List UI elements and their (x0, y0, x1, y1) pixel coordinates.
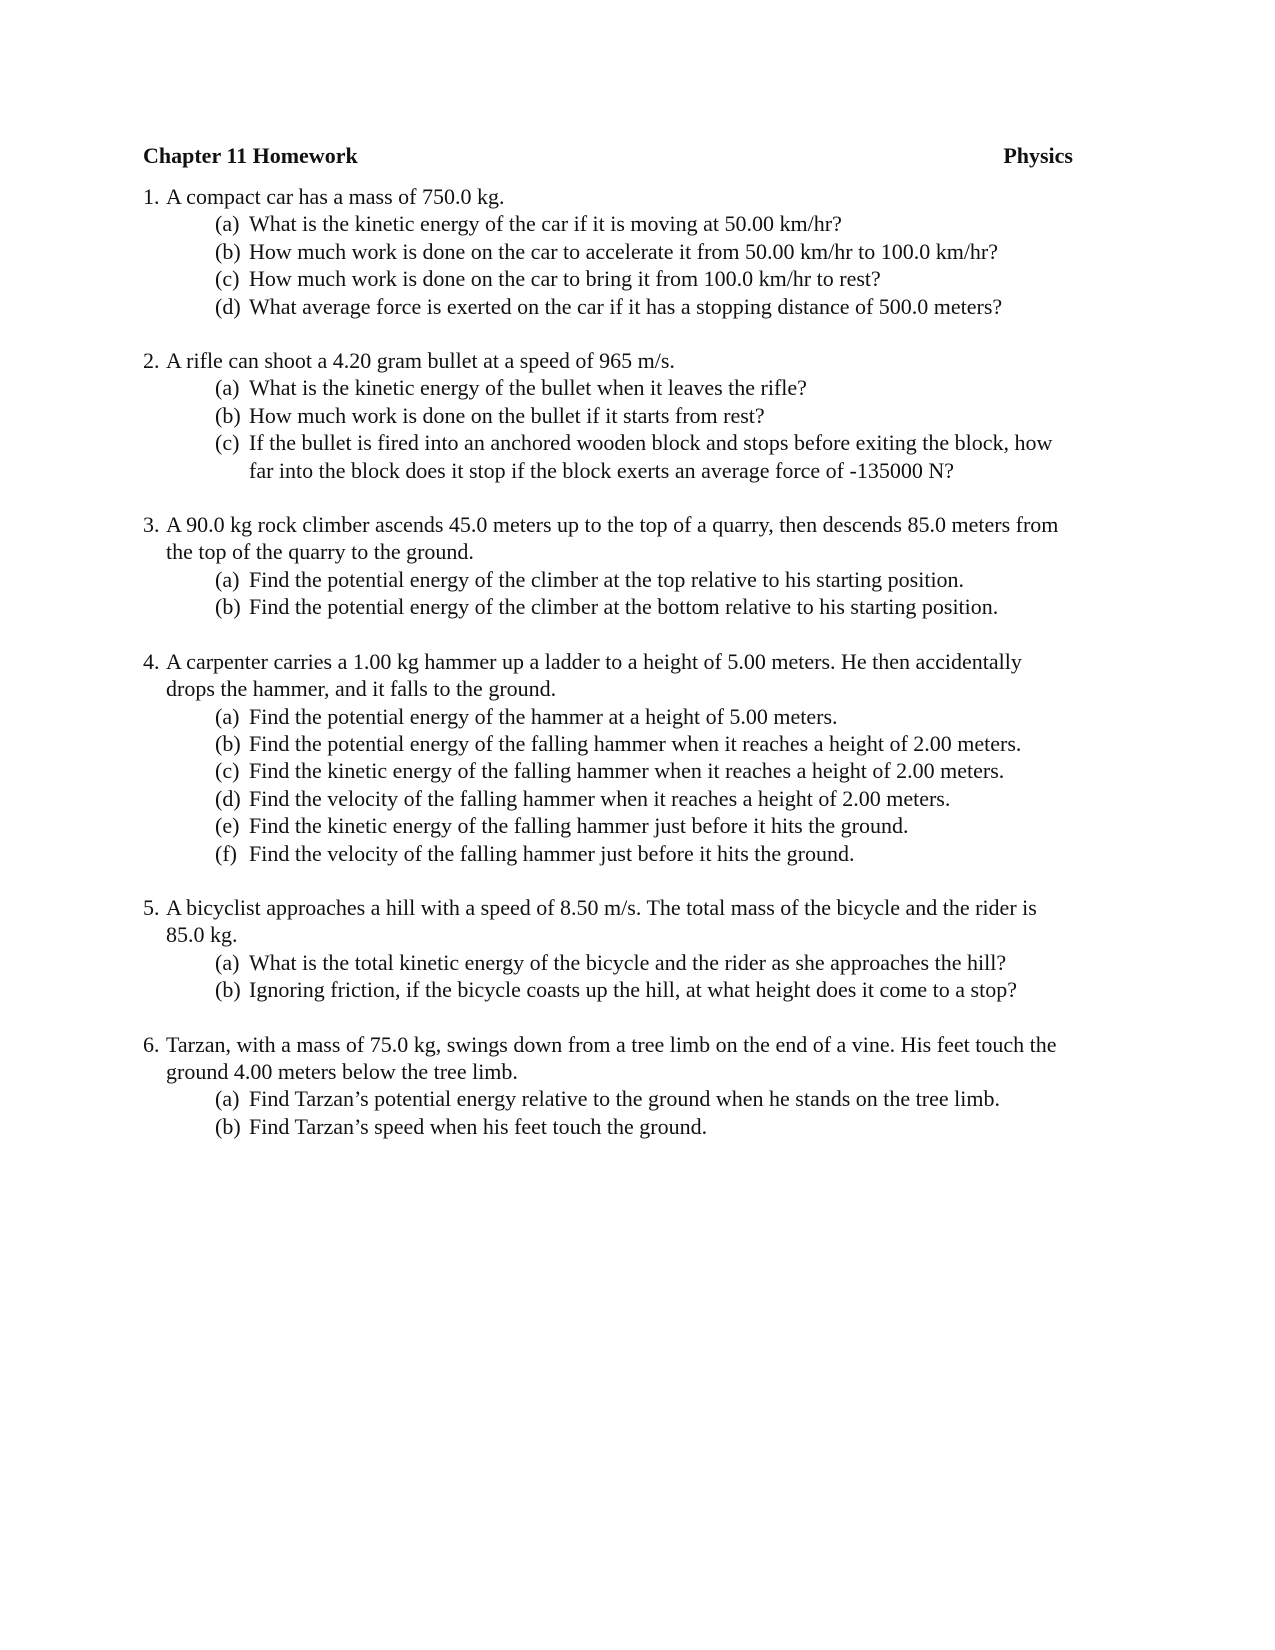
part-text: Find the potential energy of the falling hammer when it reaches a height of 2.00 meters. (249, 730, 1022, 756)
question-text: A compact car has a mass of 750.0 kg. (166, 184, 505, 209)
part-label: (a) (215, 703, 240, 729)
question-part (215, 785, 1073, 812)
question-part (215, 1085, 1073, 1112)
part-text: What is the kinetic energy of the car if it is moving at 50.00 km/hr? (249, 211, 842, 237)
question-part (215, 293, 1073, 320)
question-text: Tarzan, with a mass of 75.0 kg, swings down from a tree limb on the end of a vine. His feet touch the ground 4.00 meters below the tree limb. (166, 1031, 1057, 1084)
question-part (215, 840, 1073, 867)
question-text: A rifle can shoot a 4.20 gram bullet at a speed of 965 m/s. (166, 348, 675, 374)
question-text: A 90.0 kg rock climber ascends 45.0 meters up to the top of a quarry, then descends 85.0 meters from the top of the quarry to the ground. (166, 512, 1059, 565)
question-part (215, 210, 1073, 237)
part-text: Find Tarzan’s potential energy relative to the ground when he stands on the tree limb. (249, 1086, 1000, 1112)
part-label: (b) (215, 730, 241, 756)
part-text: Find Tarzan’s speed when his feet touch the ground. (249, 1113, 708, 1139)
question-part (215, 1113, 1073, 1140)
question-parts (143, 566, 1073, 621)
part-label: (a) (215, 949, 240, 975)
part-label: (a) (215, 375, 240, 401)
question-stem (143, 347, 1073, 374)
question-part (215, 429, 1073, 484)
question-3 (143, 511, 1073, 621)
question-parts (143, 374, 1073, 484)
part-text: Ignoring friction, if the bicycle coasts up the hill, at what height does it come to a stop? (249, 977, 1017, 1003)
question-part (215, 730, 1073, 757)
question-stem (143, 1031, 1073, 1086)
part-text: Find the potential energy of the hammer at a height of 5.00 meters. (249, 703, 838, 729)
question-5 (143, 894, 1073, 1004)
question-parts (143, 1085, 1073, 1140)
part-label: (b) (215, 1113, 241, 1139)
question-part (215, 949, 1073, 976)
part-label: (b) (215, 977, 241, 1003)
part-label: (c) (215, 758, 240, 784)
question-stem (143, 511, 1073, 566)
part-label: (d) (215, 293, 241, 319)
part-label: (c) (215, 430, 240, 456)
page-title: Chapter 11 Homework (143, 143, 358, 168)
part-text: What is the kinetic energy of the bullet when it leaves the rifle? (249, 375, 807, 401)
question-part (215, 757, 1073, 784)
part-label: (b) (215, 238, 241, 264)
question-stem (143, 183, 1073, 210)
question-list (143, 183, 1073, 1140)
question-number: 1. (143, 184, 160, 209)
part-text: Find the potential energy of the climber at the bottom relative to his starting position. (249, 594, 999, 620)
part-text: Find the kinetic energy of the falling hammer just before it hits the ground. (249, 813, 909, 839)
part-text: Find the kinetic energy of the falling hammer when it reaches a height of 2.00 meters. (249, 758, 1005, 784)
question-part (215, 238, 1073, 265)
subject-label: Physics (1003, 143, 1073, 168)
question-stem (143, 894, 1073, 949)
part-text: Find the velocity of the falling hammer just before it hits the ground. (249, 840, 855, 866)
part-text: How much work is done on the car to accelerate it from 50.00 km/hr to 100.0 km/hr? (249, 238, 999, 264)
page-header (143, 141, 1073, 171)
part-text: What is the total kinetic energy of the bicycle and the rider as she approaches the hill? (249, 949, 1007, 975)
part-text: What average force is exerted on the car if it has a stopping distance of 500.0 meters? (249, 293, 1003, 319)
question-parts (143, 210, 1073, 320)
question-part (215, 812, 1073, 839)
question-text: A carpenter carries a 1.00 kg hammer up a ladder to a height of 5.00 meters. He then accidentally drops the hammer, and it falls to the ground. (166, 648, 1022, 702)
question-stem (143, 648, 1073, 703)
part-label: (a) (215, 566, 240, 592)
question-part (215, 703, 1073, 730)
homework-sheet (143, 141, 1073, 1167)
question-part (215, 374, 1073, 401)
question-number: 5. (143, 894, 160, 920)
question-2 (143, 347, 1073, 484)
part-label: (c) (215, 266, 240, 292)
question-part (215, 566, 1073, 593)
question-number: 6. (143, 1031, 160, 1057)
part-text: If the bullet is fired into an anchored wooden block and stops before exiting the block, how far into the block does it stop if the block exerts an average force of -135000 N? (249, 430, 1053, 483)
part-text: Find the velocity of the falling hammer when it reaches a height of 2.00 meters. (249, 785, 951, 811)
part-label: (f) (215, 840, 237, 866)
question-parts (143, 949, 1073, 1004)
part-label: (e) (215, 813, 240, 839)
question-part (215, 976, 1073, 1003)
part-text: How much work is done on the car to bring it from 100.0 km/hr to rest? (249, 266, 881, 292)
question-number: 4. (143, 648, 160, 674)
part-label: (b) (215, 594, 241, 620)
part-label: (a) (215, 211, 240, 237)
question-4 (143, 648, 1073, 867)
question-number: 2. (143, 348, 160, 374)
question-parts (143, 703, 1073, 867)
part-label: (a) (215, 1086, 240, 1112)
question-6 (143, 1031, 1073, 1141)
question-part (215, 593, 1073, 620)
question-part (215, 265, 1073, 292)
question-number: 3. (143, 512, 160, 538)
part-text: Find the potential energy of the climber at the top relative to his starting position. (249, 566, 965, 592)
question-1 (143, 183, 1073, 320)
part-label: (b) (215, 402, 241, 428)
part-label: (d) (215, 785, 241, 811)
question-part (215, 402, 1073, 429)
part-text: How much work is done on the bullet if it starts from rest? (249, 402, 765, 428)
question-text: A bicyclist approaches a hill with a speed of 8.50 m/s. The total mass of the bicycle and the rider is 85.0 kg. (166, 894, 1037, 948)
